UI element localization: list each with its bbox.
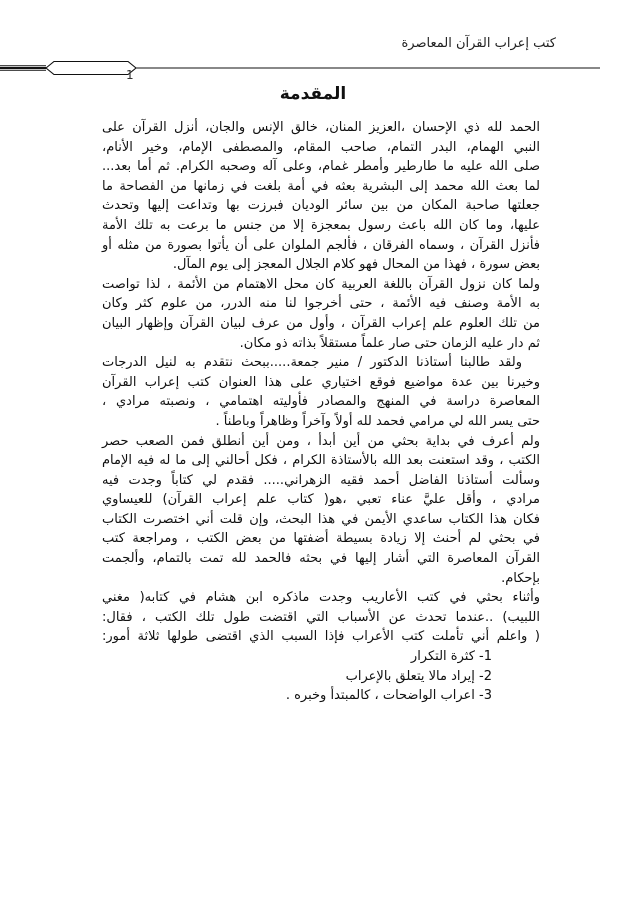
text-line: في بحثي لم أحنث إلا زيادة بسيطة أضفتها من بعض الكتب ، ومراجعة كتب: [102, 531, 540, 547]
text-line: حتى يسر الله لي مرامي فحمد لله أولاً وآخراً وظاهراً وباطناً .: [215, 413, 540, 429]
chapter-title: المقدمة: [279, 84, 347, 104]
text-line: وخيرنا بين عدة مواضيع فوقع اختياري على هذا العنوان كتب إعراب القرآن: [102, 374, 540, 390]
header-rule-ornament: [0, 61, 600, 75]
text-line: من تلك العلوم علم إعراب القرآن ، وأول من عرف لبيان القرآن وإظهار البيان: [102, 315, 540, 331]
list-item: 1- كثرة التكرار: [410, 649, 492, 665]
text-line: صلى الله عليه ما طارطير وأمطر غمام، وعلى آله وصحبه الكرام. ثم أما بعد...: [102, 159, 540, 175]
text-line: وسألت أستاذنا الفاضل أحمد فقيه الزهراني..... فقدم لي كتاباً وجدت فيه: [102, 472, 540, 488]
body-text: [102, 118, 540, 706]
text-line: بعض سورة ، فهذا من المحال فهو كلام الجلال المعجز إلى يوم المآل.: [172, 257, 540, 273]
text-line: ولم أعرف في بداية بحثي من أين أبدأ ، ومن أين أنطلق فمن الصعب حصر: [102, 433, 540, 449]
running-header-title: كتب إعراب القرآن المعاصرة: [401, 36, 556, 51]
text-line: ولقد طالبنا أستاذنا الدكتور / منير جمعة.....ببحث نتقدم به لنيل الدرجات: [102, 355, 522, 371]
text-line: فكان هذا الكتاب ساعدي الأيمن في هذا البحث، وإن قلت أني اختصرت الكتاب: [102, 511, 540, 527]
text-line: الكتب ، وقد استعنت بعد الله بالأستاذة الكرام ، فكل أحالني إلى ما له فيه الإمام: [102, 453, 540, 469]
text-line: النبي الهمام، البدر التمام، صاحب المقام، والمصطفى الإمام، وخير الأنام،: [102, 139, 540, 155]
text-line: بإحكام.: [501, 570, 540, 586]
list-item: 2- إيراد مالا يتعلق بالإعراب: [345, 668, 492, 684]
text-line: ( واعلم أني تأملت كتب الأعراب فإذا السبب الذي اقتضى طولها ثلاثة أمور:: [102, 629, 540, 645]
text-line: اللبيب) ..عندما تحدث عن الأسباب التي اقتضت طول تلك الكتب ، فقال:: [102, 609, 540, 625]
list-item: 3- اعراب الواضحات ، كالمبتدأ وخبره .: [285, 688, 492, 704]
text-line: به الأمة وصنف فيه الأئمة ، حتى أخرجوا لنا منه الدرر، من علوم كثر وكان: [102, 296, 540, 312]
text-line: عليها، وما كان الله باعث رسول بمعجزة إلا من جنس ما برعت به تلك الأمة: [102, 217, 540, 233]
text-line: ثم دار عليه الزمان حتى صار علماً مستقلاً بذاته ذو مكان.: [239, 335, 540, 351]
text-line: وأثناء بحثي في كتب الأعاريب وجدت ماذكره ابن هشام في كتابه( مغني: [102, 590, 540, 606]
text-line: لما بعث الله محمد إلى البشرية بعثه في أمة بلغت في زمانها من الفصاحة ما: [102, 178, 540, 194]
text-line: ولما كان نزول القرآن باللغة العربية كان محل الاهتمام من الأئمة ، لذا تواصت: [102, 276, 540, 292]
text-line: الحمد لله ذي الإحسان ،العزيز المنان، خالق الإنس والجان، أنزل القرآن على: [102, 120, 540, 135]
text-line: مرادي ، وأقل عليَّ عناء تعبي ،هو( كتاب علم إعراب القرآن) للعيساوي: [102, 492, 540, 508]
text-line: القرآن المعاصرة التي أشار إليها في بحثه فالحمد لله تمت بالتمام، وألجمت: [102, 551, 540, 567]
text-line: جعلتها صاحبة المكان من بين سائر الوديان فبرزت بها وتداعت إليها وتحدث: [102, 198, 540, 214]
page-number: 1: [126, 68, 134, 82]
text-line: فأنزل القرآن ، وسماه الفرقان ، فألجم الملوان على أن يأتوا بصورة من مثله أو: [102, 237, 540, 253]
text-line: المعاصرة دراسة في المنهج والمصادر فأوليته اهتمامي ، ونصبته مرادي ،: [102, 394, 540, 410]
